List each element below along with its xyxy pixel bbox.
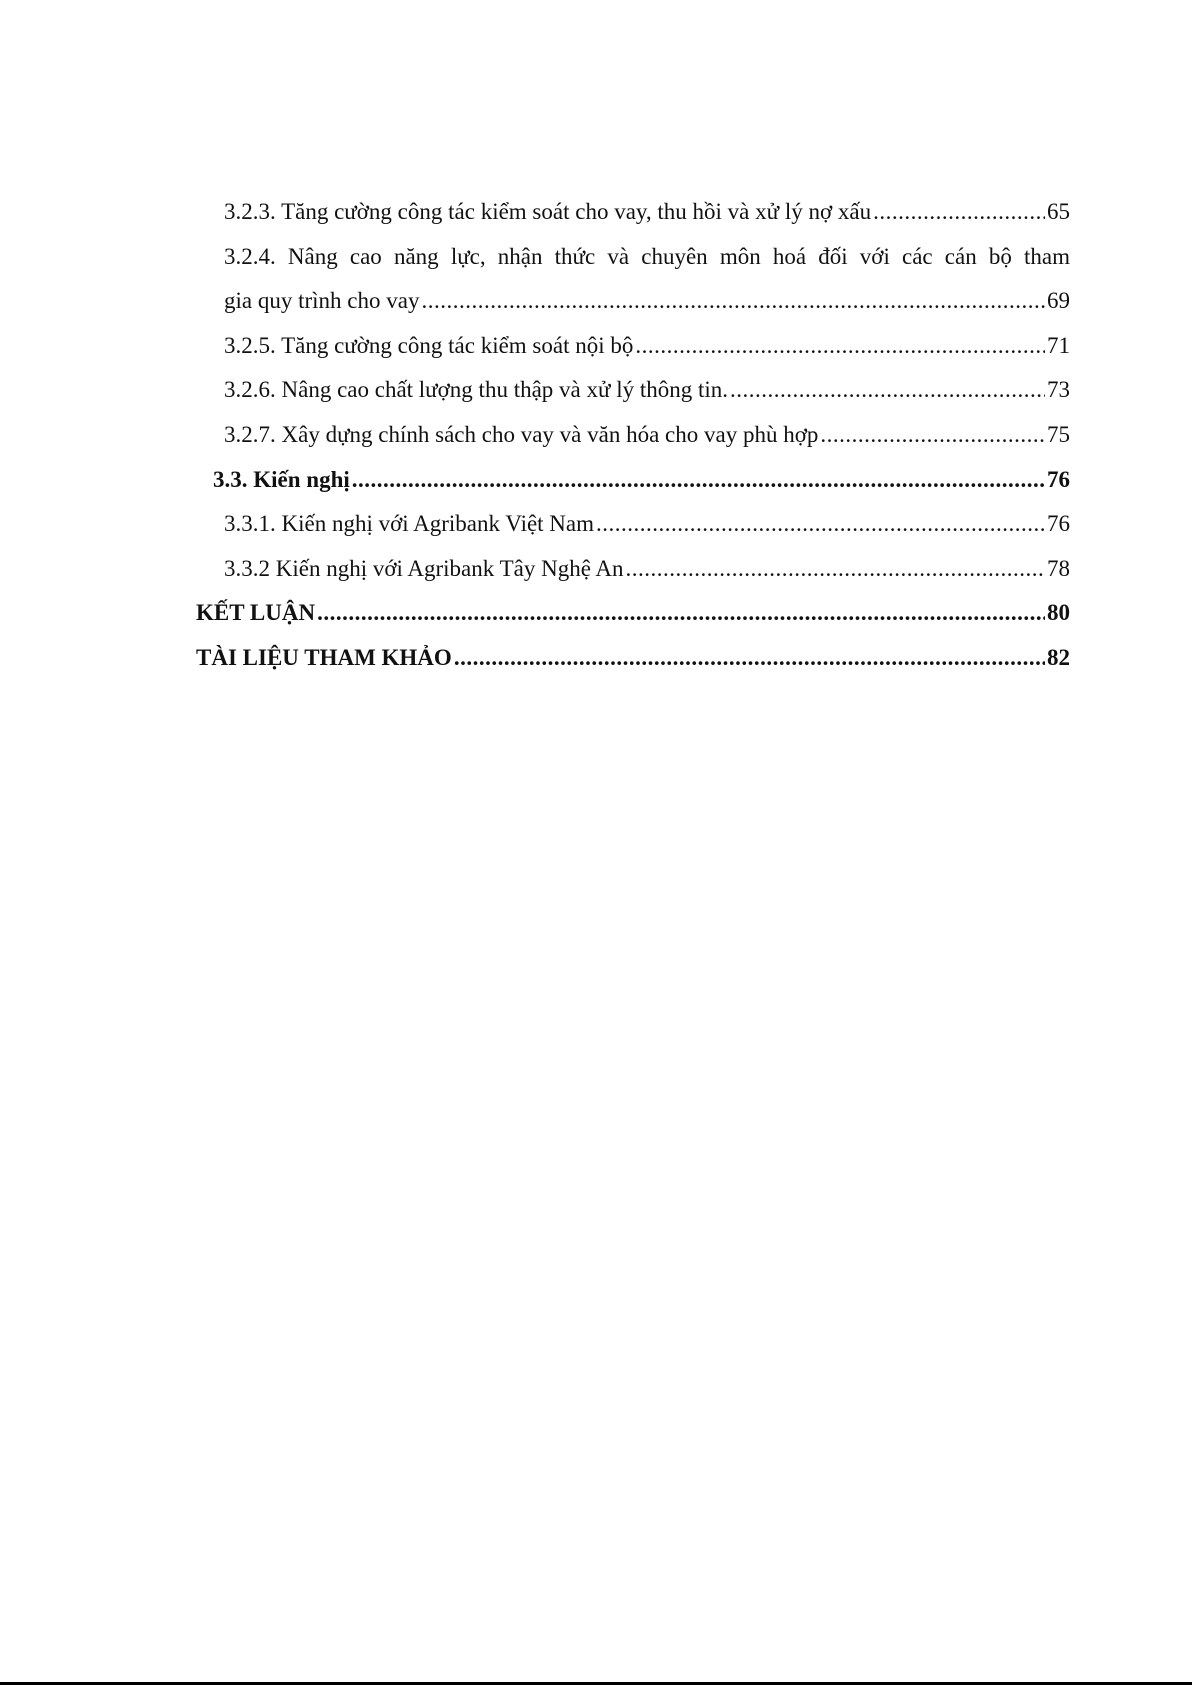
toc-chapter-entry (196, 636, 1070, 681)
table-of-contents (196, 190, 1070, 681)
toc-entry-title: 3.2.5. Tăng cường công tác kiểm soát nội bộ (224, 332, 634, 358)
toc-leader-dots (596, 502, 1045, 547)
toc-leader-dots (317, 591, 1045, 636)
toc-leader-dots (626, 547, 1045, 592)
toc-entry-title: 3.2.3. Tăng cường công tác kiểm soát cho vay, thu hồi và xử lý nợ xấu (224, 199, 872, 224)
toc-entry-continuation (196, 279, 1070, 324)
toc-entry-title: 3.2.7. Xây dựng chính sách cho vay và văn hóa cho vay phù hợp (224, 421, 819, 447)
toc-entry-page: 82 (1047, 644, 1070, 670)
toc-leader-dots (454, 636, 1045, 681)
toc-entry-page: 71 (1047, 332, 1070, 358)
toc-entry-page: 78 (1047, 555, 1070, 581)
toc-entry-title: 3.2.4. Nâng cao năng lực, nhận thức và chuyên môn hoá đối với các cán bộ tham (224, 243, 1070, 269)
toc-leader-dots (820, 413, 1045, 458)
toc-entry-page: 76 (1047, 511, 1070, 537)
toc-entry (196, 413, 1070, 458)
toc-entry-page: 69 (1047, 288, 1070, 314)
toc-entry-title: KẾT LUẬN (196, 600, 316, 626)
toc-entry (196, 368, 1070, 413)
toc-entry-title: TÀI LIỆU THAM KHẢO (196, 644, 452, 670)
toc-leader-dots (730, 368, 1045, 413)
toc-entry-page: 65 (1047, 199, 1070, 224)
toc-entry (196, 190, 1070, 235)
toc-entry-page: 76 (1047, 466, 1070, 492)
toc-leader-dots (873, 190, 1045, 235)
toc-entry (196, 235, 1070, 280)
toc-leader-dots (635, 324, 1045, 369)
toc-entry-page: 75 (1047, 421, 1070, 447)
toc-entry (196, 547, 1070, 592)
toc-entry (196, 502, 1070, 547)
toc-entry-title: gia quy trình cho vay (224, 288, 420, 314)
toc-entry-title: 3.3.1. Kiến nghị với Agribank Việt Nam (224, 511, 595, 537)
toc-entry-title: 3.3.2 Kiến nghị với Agribank Tây Nghệ An (224, 555, 624, 581)
toc-entry (196, 324, 1070, 369)
toc-entry-page: 80 (1047, 600, 1070, 626)
toc-chapter-entry (196, 591, 1070, 636)
toc-leader-dots (421, 279, 1045, 324)
toc-leader-dots (352, 458, 1045, 503)
toc-section-entry (196, 458, 1070, 503)
toc-entry-page: 73 (1047, 377, 1070, 403)
toc-entry-title: 3.2.6. Nâng cao chất lượng thu thập và xử lý thông tin. (224, 377, 729, 403)
toc-entry-title: 3.3. Kiến nghị (213, 466, 350, 492)
